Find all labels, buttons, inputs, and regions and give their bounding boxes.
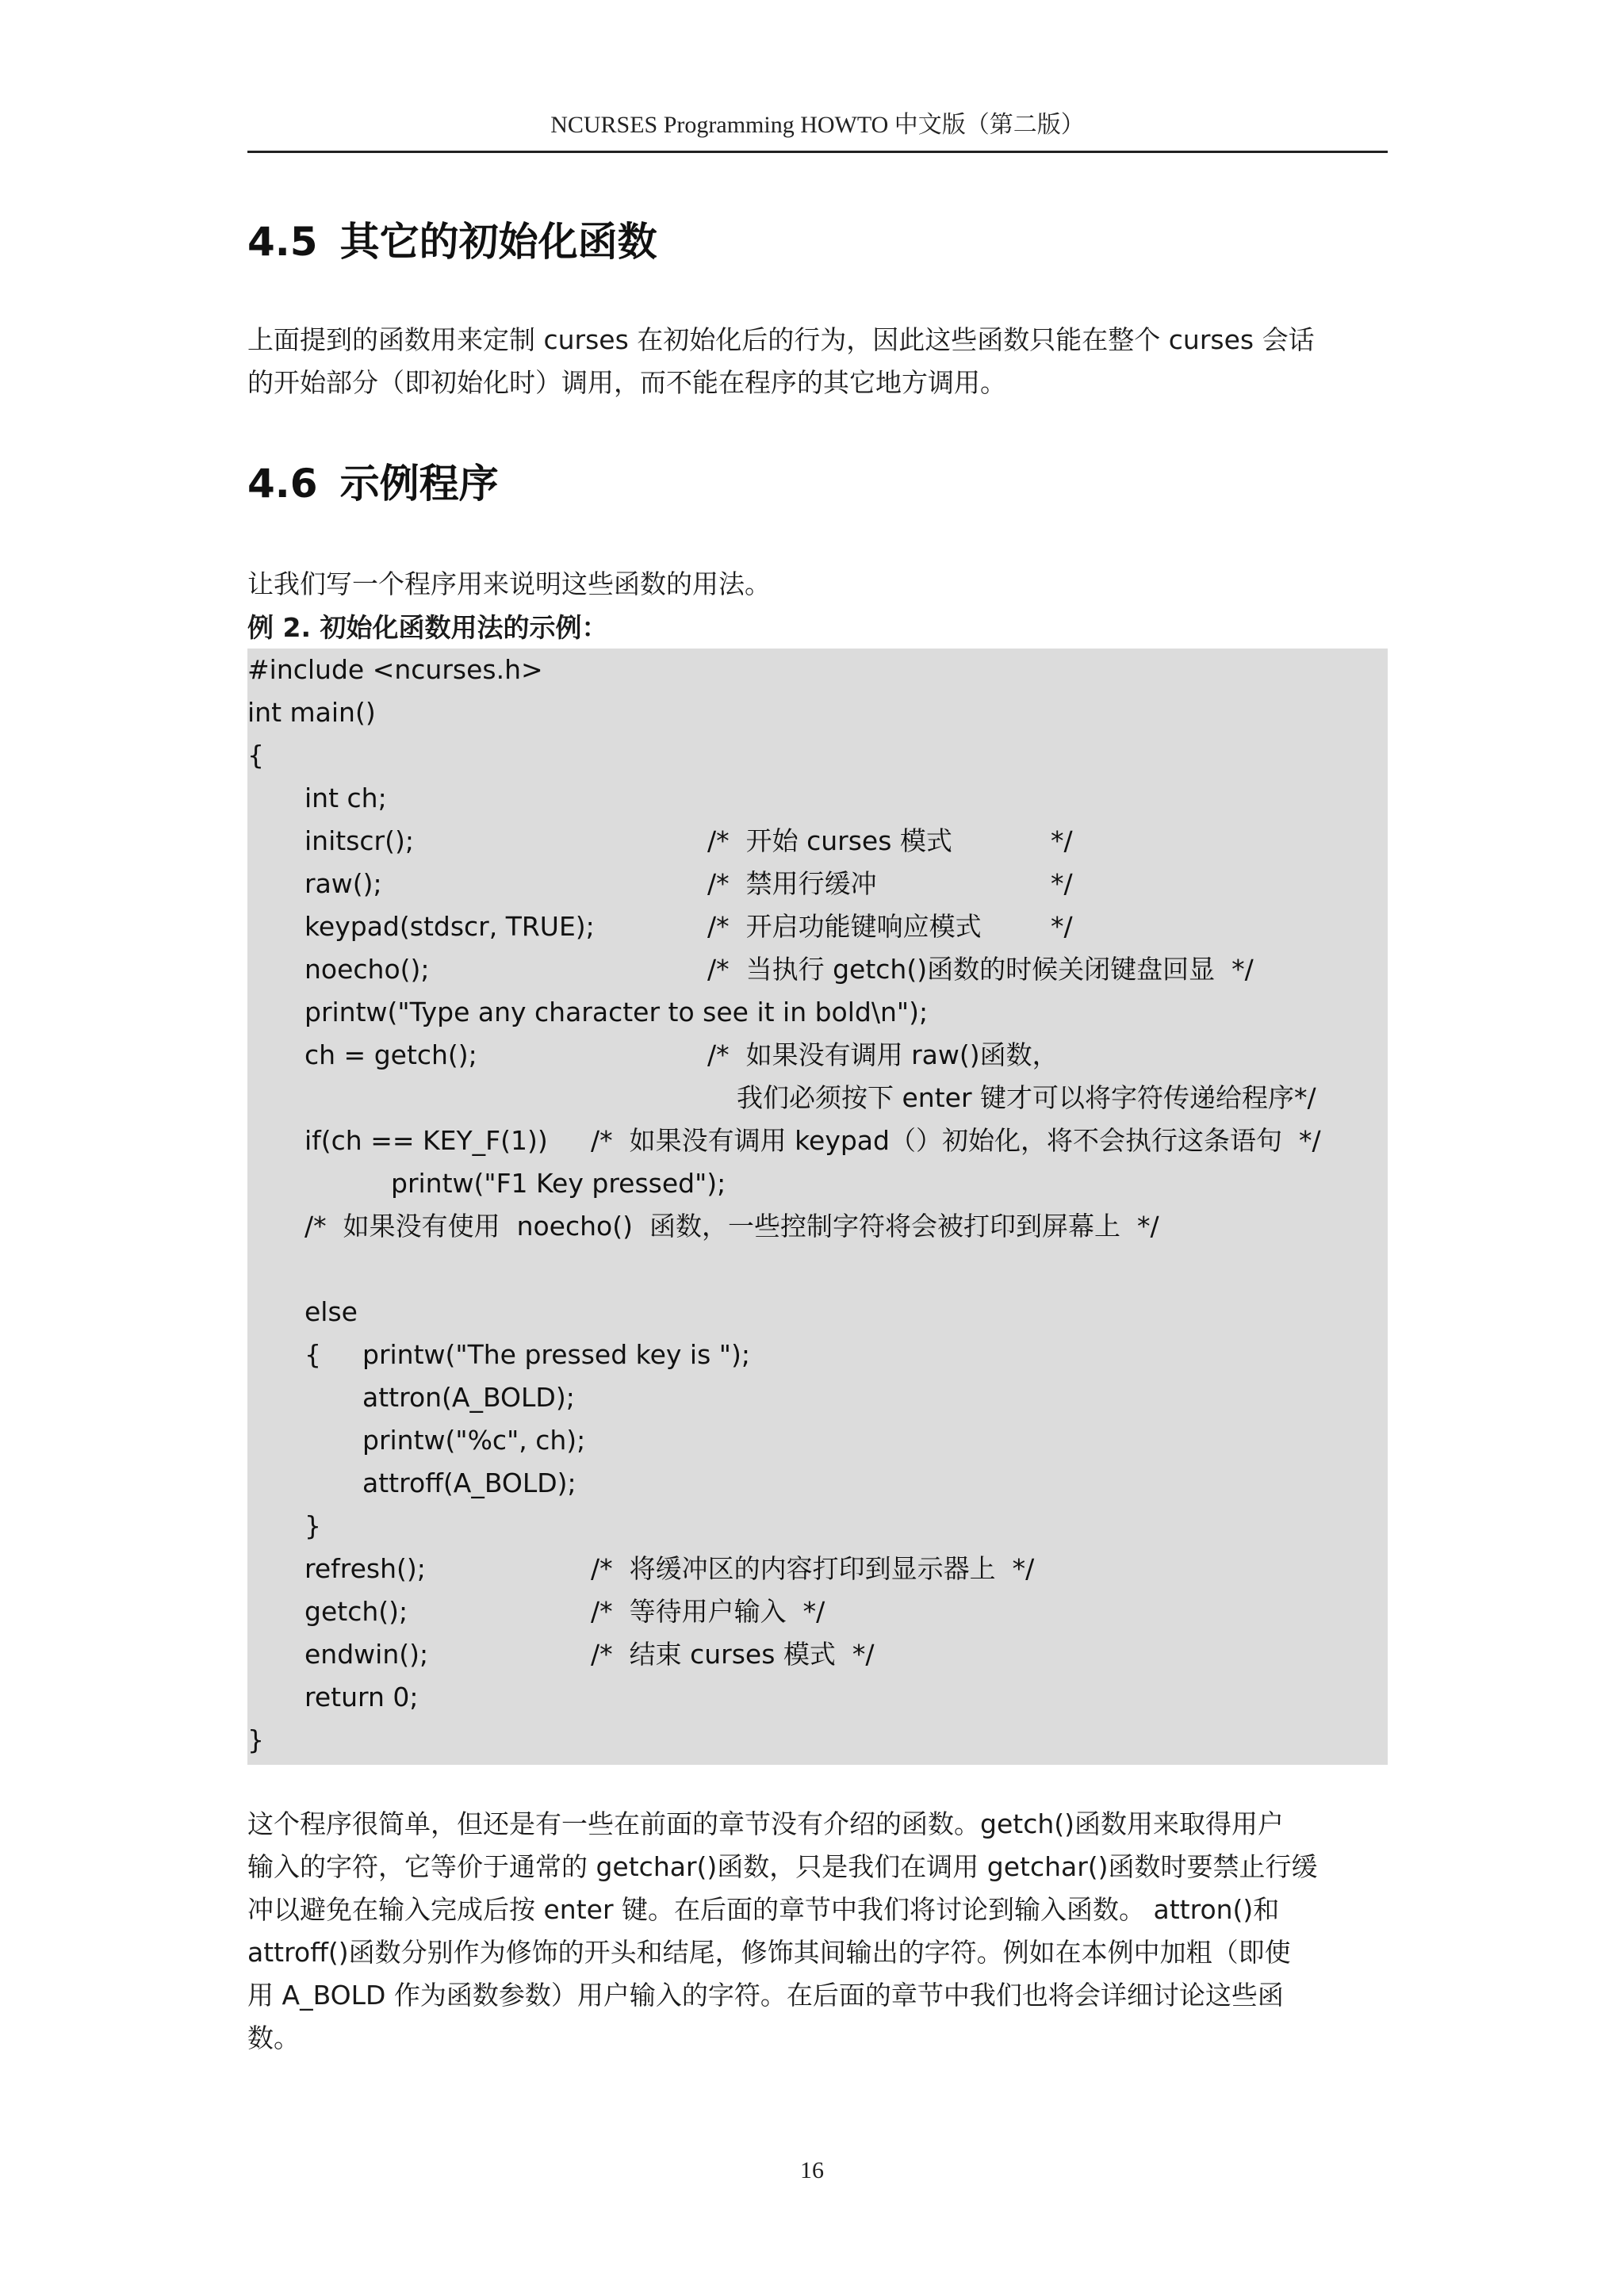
paragraph-line: 冲以避免在输入完成后按 enter 键。在后面的章节中我们将讨论到输入函数。 attron()和 bbox=[247, 1894, 1280, 1925]
code-text: { bbox=[304, 1339, 321, 1370]
section-heading-4-5 bbox=[247, 214, 657, 270]
code-line bbox=[247, 1505, 1388, 1548]
code-text: if(ch == KEY_F(1)) bbox=[304, 1125, 548, 1156]
code-line bbox=[247, 1633, 1388, 1676]
code-text: refresh(); bbox=[304, 1553, 426, 1584]
section-number: 4.6 bbox=[247, 461, 318, 507]
running-header: NCURSES Programming HOWTO 中文版（第二版） bbox=[550, 112, 1085, 138]
code-text: noecho(); bbox=[304, 954, 430, 985]
code-text: int main() bbox=[247, 697, 376, 728]
paragraph-line: 的开始部分（即初始化时）调用，而不能在程序的其它地方调用。 bbox=[247, 367, 1006, 398]
code-text: raw(); bbox=[304, 868, 382, 899]
code-line bbox=[247, 777, 1388, 820]
code-line bbox=[247, 1548, 1388, 1590]
code-line bbox=[247, 905, 1388, 948]
section-title: 示例程序 bbox=[339, 461, 499, 507]
paragraph-line: 数。 bbox=[247, 2022, 300, 2053]
code-text: #include <ncurses.h> bbox=[247, 654, 543, 685]
code-text: attroff(A_BOLD); bbox=[362, 1468, 576, 1498]
code-comment: */ bbox=[1051, 868, 1073, 899]
code-comment: /* 结束 curses 模式 */ bbox=[591, 1639, 875, 1670]
code-line bbox=[247, 820, 1388, 863]
code-text: else bbox=[304, 1296, 358, 1327]
code-line bbox=[247, 1291, 1388, 1334]
paragraph-line: 输入的字符，它等价于通常的 getchar()函数，只是我们在调用 getchar()函数时要禁止行缓 bbox=[247, 1851, 1318, 1882]
code-line bbox=[247, 1119, 1388, 1162]
paragraph-line: 用 A_BOLD 作为函数参数）用户输入的字符。在后面的章节中我们也将会详细讨论这些函 bbox=[247, 1980, 1284, 2011]
code-line bbox=[247, 1376, 1388, 1419]
code-comment: /* 如果没有调用 raw()函数， bbox=[707, 1039, 1059, 1070]
code-text: { bbox=[247, 740, 264, 771]
code-text: printw("Type any character to see it in bold\n"); bbox=[304, 997, 929, 1027]
code-text: 我们必须按下 enter 键才可以将字符传递给程序*/ bbox=[737, 1082, 1316, 1113]
code-line bbox=[247, 1077, 1388, 1119]
section-number: 4.5 bbox=[247, 219, 318, 265]
code-line bbox=[247, 1419, 1388, 1462]
code-comment: /* 等待用户输入 */ bbox=[591, 1596, 825, 1627]
code-comment: /* 开始 curses 模式 bbox=[707, 825, 952, 856]
code-text: attron(A_BOLD); bbox=[362, 1382, 575, 1413]
code-line bbox=[247, 1248, 1388, 1291]
code-line bbox=[247, 1719, 1388, 1762]
code-comment: */ bbox=[1051, 911, 1073, 942]
code-text: return 0; bbox=[304, 1682, 419, 1712]
code-line bbox=[247, 734, 1388, 777]
code-text: printw("%c", ch); bbox=[362, 1425, 586, 1456]
header-rule bbox=[247, 151, 1388, 153]
code-comment: /* 开启功能键响应模式 bbox=[707, 911, 982, 942]
code-text: endwin(); bbox=[304, 1639, 429, 1670]
code-text: initscr(); bbox=[304, 825, 414, 856]
code-text: } bbox=[247, 1724, 264, 1755]
code-text: getch(); bbox=[304, 1596, 408, 1627]
section-4-6-intro: 让我们写一个程序用来说明这些函数的用法。 bbox=[247, 568, 771, 599]
code-line bbox=[247, 1034, 1388, 1077]
code-comment: */ bbox=[1051, 825, 1073, 856]
code-text: } bbox=[304, 1510, 321, 1541]
code-line bbox=[247, 649, 1388, 691]
example-caption: 例 2. 初始化函数用法的示例： bbox=[247, 612, 608, 643]
code-line bbox=[247, 991, 1388, 1034]
code-comment: /* 将缓冲区的内容打印到显示器上 */ bbox=[591, 1553, 1035, 1584]
code-line bbox=[247, 948, 1388, 991]
section-heading-4-6 bbox=[247, 456, 499, 511]
paragraph-line: 这个程序很简单，但还是有一些在前面的章节没有介绍的函数。getch()函数用来取得用户 bbox=[247, 1808, 1284, 1839]
code-line bbox=[247, 1334, 1388, 1376]
paragraph-line: 上面提到的函数用来定制 curses 在初始化后的行为，因此这些函数只能在整个 curses 会话 bbox=[247, 324, 1315, 355]
code-line bbox=[247, 691, 1388, 734]
section-4-5-paragraph bbox=[247, 319, 1389, 404]
code-line bbox=[247, 1205, 1388, 1248]
page-number: 16 bbox=[800, 2157, 824, 2183]
code-text: /* 如果没有使用 noecho() 函数，一些控制字符将会被打印到屏幕上 */ bbox=[304, 1211, 1159, 1242]
explanation-paragraph bbox=[247, 1803, 1389, 2060]
code-line bbox=[247, 1462, 1388, 1505]
code-comment: /* 禁用行缓冲 bbox=[707, 868, 877, 899]
code-line bbox=[247, 1676, 1388, 1719]
code-comment: printw("The pressed key is "); bbox=[362, 1339, 750, 1370]
code-line bbox=[247, 1162, 1388, 1205]
code-comment: /* 当执行 getch()函数的时候关闭键盘回显 */ bbox=[707, 954, 1254, 985]
section-title: 其它的初始化函数 bbox=[339, 219, 657, 265]
code-line bbox=[247, 863, 1388, 905]
code-text: keypad(stdscr, TRUE); bbox=[304, 911, 595, 942]
code-text: ch = getch(); bbox=[304, 1039, 477, 1070]
code-text: int ch; bbox=[304, 783, 387, 813]
code-comment: /* 如果没有调用 keypad（）初始化，将不会执行这条语句 */ bbox=[591, 1125, 1321, 1156]
code-line bbox=[247, 1590, 1388, 1633]
code-listing bbox=[247, 649, 1388, 1765]
code-text: printw("F1 Key pressed"); bbox=[391, 1168, 726, 1199]
paragraph-line: attroff()函数分别作为修饰的开头和结尾，修饰其间输出的字符。例如在本例中加粗（即使 bbox=[247, 1937, 1291, 1968]
